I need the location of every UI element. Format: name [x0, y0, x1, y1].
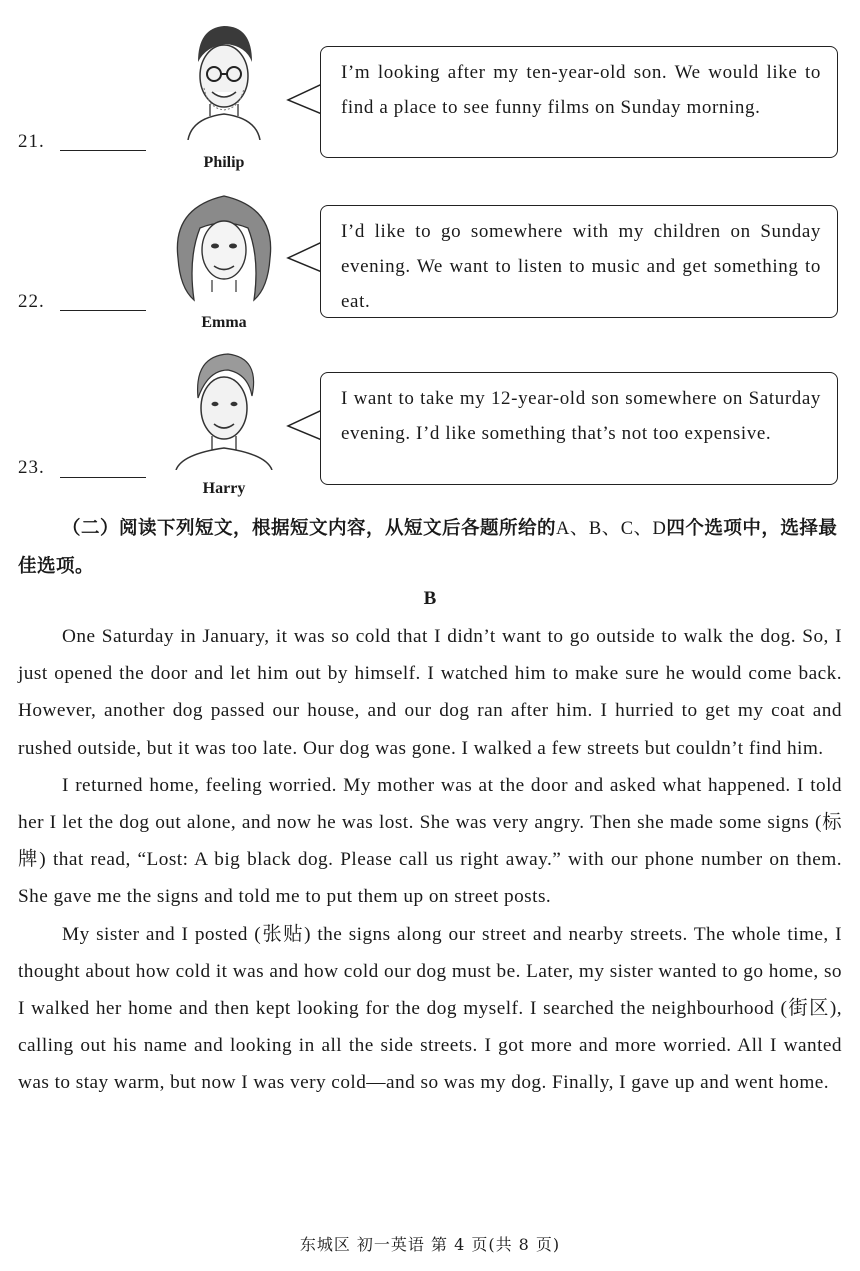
question-23 [0, 340, 860, 510]
philip-portrait [168, 18, 280, 140]
instruction-part2: 四个选项中，选择最佳选项。 [18, 518, 838, 577]
bubble-tail [286, 80, 322, 120]
speaker-name: Emma [201, 314, 247, 331]
speech-bubble: I want to take my 12-year-old son somewhere on Saturday evening. I’d like something that’s not too expensive. [320, 372, 838, 485]
speaker-name: Harry [202, 480, 246, 497]
question-22 [0, 180, 860, 340]
passage-body [18, 618, 842, 1102]
question-number: 21. [18, 131, 45, 152]
question-number: 23. [18, 457, 45, 478]
instruction-options: A、B、C、D [556, 519, 667, 539]
question-21 [0, 0, 860, 180]
question-number: 22. [18, 291, 45, 312]
bubble-tail [286, 238, 322, 278]
speaker-name: Philip [203, 154, 245, 171]
passage-paragraph: I returned home, feeling worried. My mother was at the door and asked what happened. I told her I let the dog out alone, and now he was lost. She was very angry. Then she made some signs (标牌) that read, “Lost: A big black dog. Please call us right away.” with our phone number on them. She gave me the signs and told me to put them up on street posts. [18, 774, 842, 908]
speech-bubble: I’d like to go somewhere with my children on Sunday evening. We want to listen to music and get something to eat. [320, 205, 838, 318]
answer-blank[interactable] [60, 477, 146, 478]
passage-letter: B [423, 588, 437, 609]
answer-blank[interactable] [60, 150, 146, 151]
answer-blank[interactable] [60, 310, 146, 311]
harry-portrait [168, 348, 280, 470]
page-footer: 东城区 初一英语 第 4 页(共 8 页) [299, 1235, 561, 1254]
instruction-part1: （二）阅读下列短文，根据短文内容，从短文后各题所给的 [62, 518, 557, 539]
passage-paragraph: My sister and I posted (张贴) the signs along our street and nearby streets. The whole time, I thought about how cold it was and how cold our dog must be. Later, my sister wanted to go home, so I walked her home and then kept looking for the dog myself. I searched the neighbourhood (街区), calling out his name and looking in all the side streets. I got more and more worried. All I wanted was to stay warm, but now I was very cold—and so was my dog. Finally, I gave up and went home. [18, 923, 842, 1094]
speech-bubble: I’m looking after my ten-year-old son. We would like to find a place to see funny films on Sunday morning. [320, 46, 838, 158]
passage-paragraph: One Saturday in January, it was so cold that I didn’t want to go outside to walk the dog. So, I just opened the door and let him out by himself. I watched him to make sure he would come back. However, another dog passed our house, and our dog ran after him. I hurried to get my coat and rushed outside, but it was too late. Our dog was gone. I walked a few streets but couldn’t find him. [18, 626, 842, 759]
section-instruction [18, 510, 846, 586]
emma-portrait [168, 188, 280, 310]
bubble-tail [286, 406, 322, 446]
